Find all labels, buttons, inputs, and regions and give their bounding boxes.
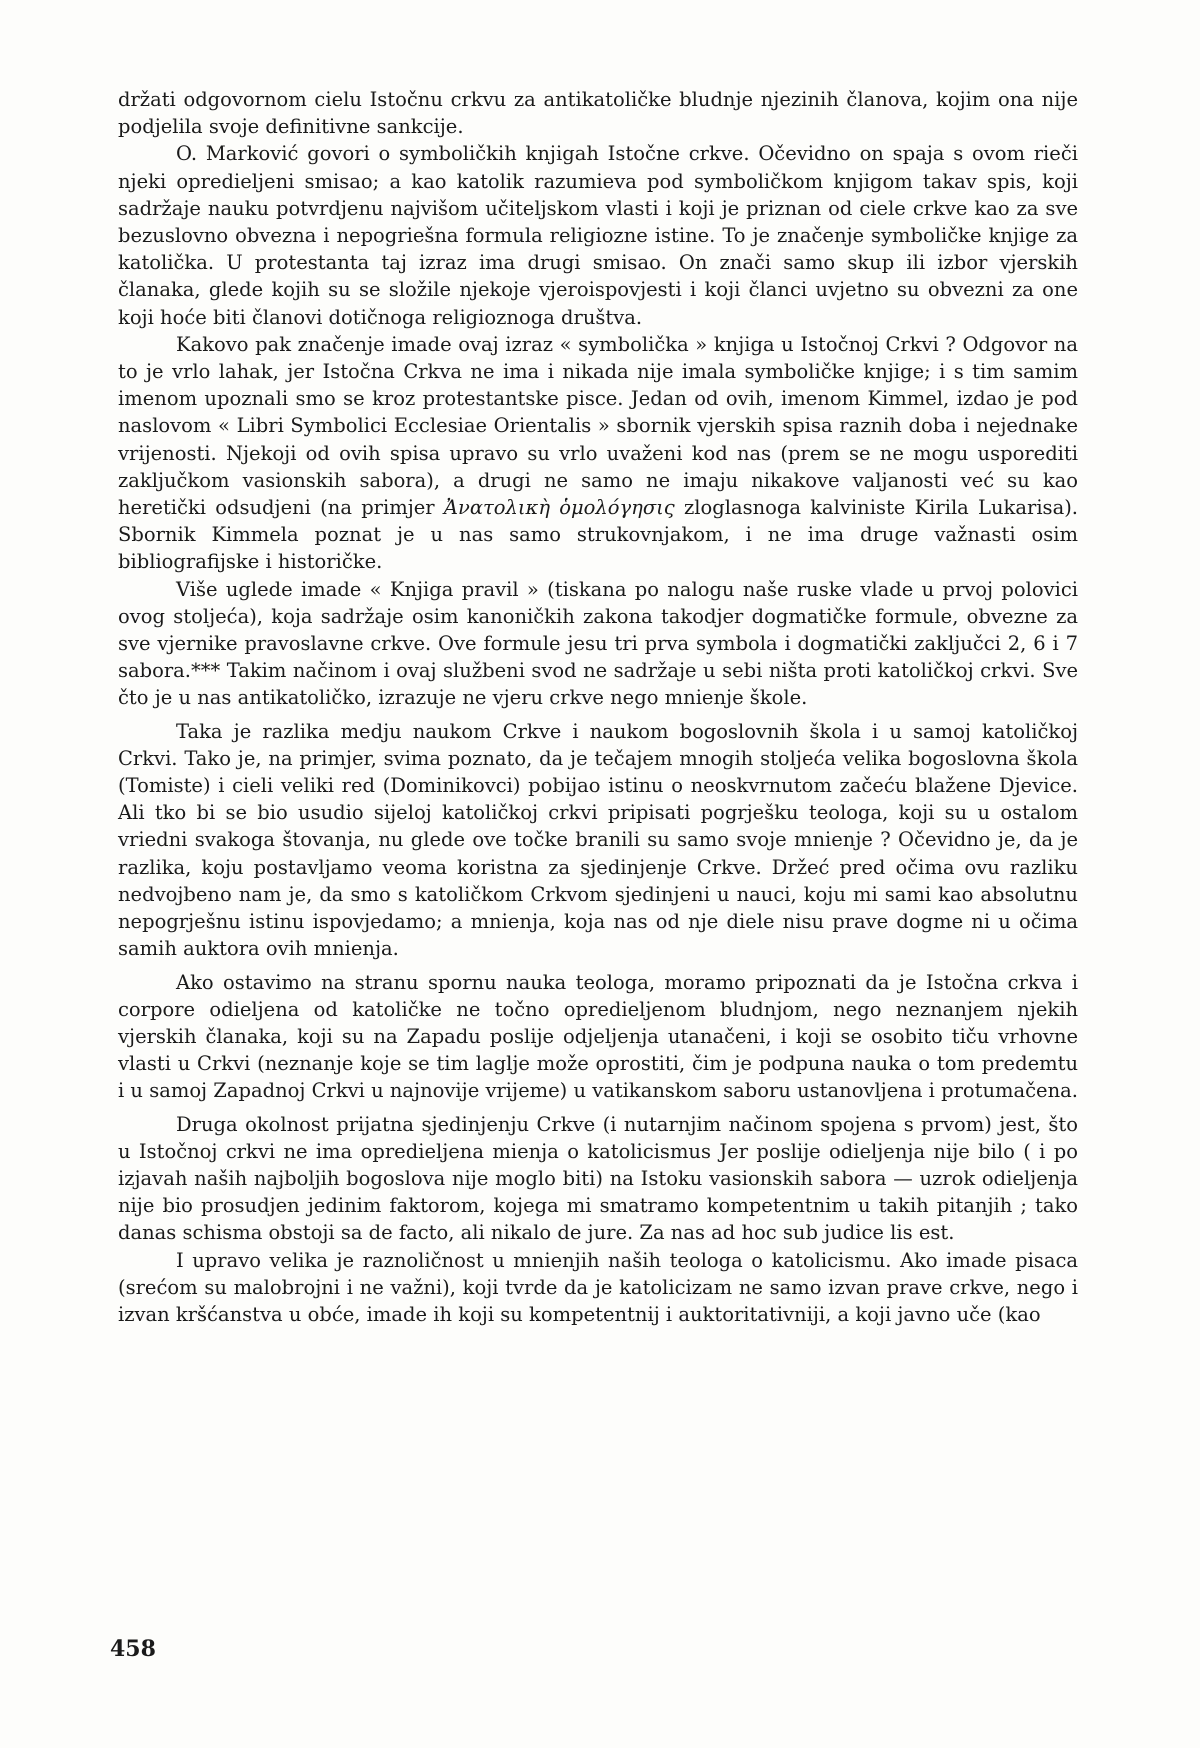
greek-title: Ἀνατολικὴ ὁμολόγησις [443, 496, 675, 520]
body-text [118, 86, 1078, 1328]
paragraph-3-tail: zloglasnoga kalviniste Kirila Lukarisa). Sbornik Kimmela poznat je u nas samo strukovnjakom, i ne ima druge važnasti osim bibliografijske i historičke. [118, 496, 1078, 574]
paragraph-6: Ako ostavimo na stranu spornu nauka teologa, moramo pripoznati da je Istočna crkva i corpore odieljena od katoličke ne točno opredieljenom bludnjom, nego neznanjem njekih vjerskih članaka, koji su na Zapadu poslije odjeljenja utanačeni, i koji se osobito tiču vrhovne vlasti u Crkvi (neznanje koje se tim laglje može oprostiti, čim je podpuna nauka o tom predemtu i u samoj Zapadnoj Crkvi u najnovije vrijeme) u vatikanskom saboru ustanovljena i protumačena. [118, 970, 1078, 1103]
page-number: 458 [110, 1636, 156, 1662]
paragraph-5: Taka je razlika medju naukom Crkve i naukom bogoslovnih škola i u samoj katoličkoj Crkvi. Tako je, na primjer, svima poznato, da je tečajem mnogih stoljeća velika bogoslovna škola (Tomiste) i cieli veliki red (Dominikovci) pobijao istinu o neoskvrnutom začeću blažene Djevice. Ali tko bi se bio usudio sijeloj katoličkoj crkvi pripisati pogrješku teologa, koji su u ostalom vriedni svakoga štovanja, nu glede ove točke branili su samo svoje mnienje ? Očevidno je, da je razlika, koju postavljamo veoma koristna za sjedinjenje Crkve. Držeć pred očima ovu razliku nedvojbeno nam je, da smo s katoličkom Crkvom sjedinjeni u nauci, koju mi sami kao absolutnu nepogrješnu istinu ispovjedamo; a mnienja, koja nas od nje diele nisu prave dogme ni u očima samih auktora ovih mnienja. [118, 719, 1078, 961]
paragraph-8: I upravo velika je raznoličnost u mnienjih naših teologa o katolicismu. Ako imade pisaca (srećom su malobrojni i ne važni), koji tvrde da je katolicizam ne samo izvan prave crkve, nego i izvan kršćanstva u obće, imade ih koji su kompetentnij i auktoritativniji, a koji javno uče (kao [118, 1248, 1078, 1326]
paragraph-7: Druga okolnost prijatna sjedinjenju Crkve (i nutarnjim načinom spojena s prvom) jest, što u Istočnoj crkvi ne ima opredieljena mienja o katolicismus Jer poslije odieljenja nije bilo ( i po izjavah naših najboljih bogoslova nije moglo biti) na Istoku vasionskih sabora — uzrok odieljenja nije bio prosudjen jedinim faktorom, kojega mi smatramo kompetentnim u takih pitanjih ; tako danas schisma obstoji sa de facto, ali nikalo de jure. Za nas ad hoc sub judice lis est. [118, 1112, 1078, 1245]
paragraph-3-text: Kakovo pak značenje imade ovaj izraz « symbolička » knjiga u Istočnoj Crkvi ? Odgovor na to je vrlo lahak, jer Istočna Crkva ne ima i nikada nije imala symboličke knjige; i s tim samim imenom upoznali smo se kroz protestantske pisce. Jedan od ovih, imenom Kimmel, izdao je pod naslovom « Libri Symbolici Ecclesiae Orientalis » sbornik vjerskih spisa raznih doba i nejednake vrijenosti. Njekoji od ovih spisa upravo su vrlo uvaženi kod nas (prem se ne mogu usporediti zaključkom vasionskih sabora), a drugi ne samo ne imaju nikakove valjanosti već su kao heretički odsudjeni (na primjer [118, 332, 1078, 520]
paragraph-1: držati odgovornom cielu Istočnu crkvu za antikatoličke bludnje njezinih članova, kojim ona nije podjelila svoje definitivne sankcije. [118, 88, 1078, 139]
paragraph-3 [118, 331, 1078, 576]
paragraph-2: O. Marković govori o symboličkih knjigah Istočne crkve. Očevidno on spaja s ovom rieči njeki opredieljeni smisao; a kao katolik razumieva pod symboličkom knjigom takav spis, koji sadržaje nauku potvrdjenu najvišom učiteljskom vlasti i koji je priznan od ciele crkve kao za sve bezuslovno obvezna i nepogriešna formula religiozne istine. To je značenje symboličke knjige za katolička. U protestanta taj izraz ima drugi smisao. On znači samo skup ili izbor vjerskih članaka, glede kojih su se složile njekoje vjeroispovjesti i koji članci uvjetno su obvezni za one koji hoće biti članovi dotičnoga religioznoga društva. [118, 142, 1078, 329]
paragraph-4: Više uglede imade « Knjiga pravil » (tiskana po nalogu naše ruske vlade u prvoj polovici ovog stoljeća), koja sadržaje osim kanoničkih zakona takodjer dogmatičke formule, obvezne za sve vjernike pravoslavne crkve. Ove formule jesu tri prva symbola i dogmatički zaključci 2, 6 i 7 sabora.*** Takim načinom i ovaj službeni svod ne sadržaje u sebi ništa proti katoličkoj crkvi. Sve čto je u nas antikatoličko, izrazuje ne vjeru crkve nego mnienje škole. [118, 577, 1078, 710]
